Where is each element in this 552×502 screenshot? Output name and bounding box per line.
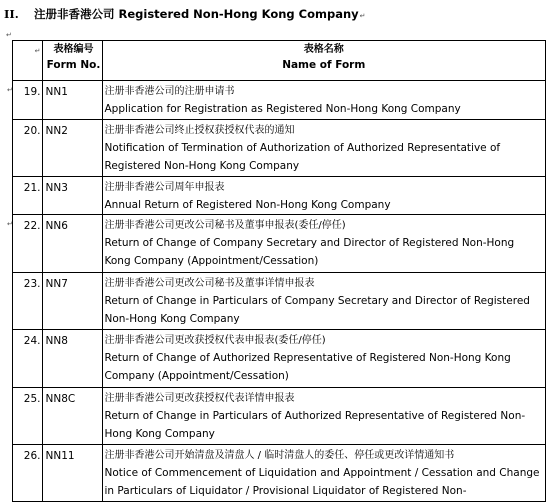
form-name-zh: 注册非香港公司周年申报表 bbox=[104, 181, 225, 193]
row-form-name bbox=[102, 388, 546, 445]
table-row bbox=[6, 120, 546, 177]
form-name-zh: 注册非香港公司更改获授权代表申报表(委任/停任) bbox=[104, 335, 326, 347]
paragraph-mark-icon: ↵ bbox=[6, 31, 12, 39]
form-name-zh: 注册非香港公司终止授权获授权代表的通知 bbox=[104, 125, 295, 136]
header-form-name-en: Name of Form bbox=[282, 59, 366, 71]
row-form-name bbox=[102, 215, 546, 273]
form-name-en: Notice of Commencement of Liquidation and Appointment / Cessation and Change in Particulars of Liquidator / Provisional Liquidator of Registered Non- bbox=[104, 467, 540, 498]
row-form-name bbox=[102, 330, 546, 388]
row-form-code: NN8C bbox=[42, 388, 102, 445]
header-form-no-zh: 表格编号 bbox=[53, 44, 94, 55]
form-name-zh: 注册非香港公司更改公司秘书及董事申报表(委任/停任) bbox=[104, 220, 346, 232]
row-form-name bbox=[102, 120, 546, 177]
row-index: 26. bbox=[12, 445, 42, 502]
row-form-code: NN7 bbox=[42, 273, 102, 330]
row-index: 22. bbox=[12, 215, 42, 273]
form-name-en: Application for Registration as Registered Non-Hong Kong Company bbox=[104, 103, 461, 115]
row-form-code: NN2 bbox=[42, 120, 102, 177]
row-form-name bbox=[102, 273, 546, 330]
paragraph-mark-icon: ↵ bbox=[359, 12, 366, 20]
table-row bbox=[6, 176, 546, 215]
form-name-en: Return of Change in Particulars of Company Secretary and Director of Registered Non-Hong Kong Company bbox=[104, 295, 530, 326]
form-name-en: Annual Return of Registered Non-Hong Kong Company bbox=[104, 198, 391, 211]
row-form-code: NN3 bbox=[42, 176, 102, 215]
table-row bbox=[6, 445, 546, 502]
table-row bbox=[6, 273, 546, 330]
row-form-code: NN8 bbox=[42, 330, 102, 388]
form-name-en: Return of Change of Authorized Representative of Registered Non-Hong Kong Company (Appointment/Cessation) bbox=[104, 352, 511, 383]
paragraph-mark-icon: ↵ bbox=[7, 219, 13, 228]
header-form-name-zh: 表格名称 bbox=[303, 44, 344, 55]
paragraph-mark-icon: ↵ bbox=[7, 85, 13, 94]
forms-table bbox=[6, 40, 546, 502]
row-index: 25. bbox=[12, 388, 42, 445]
row-form-code: NN1 bbox=[42, 81, 102, 120]
table-row bbox=[6, 81, 546, 120]
header-form-name bbox=[102, 41, 546, 81]
form-name-zh: 注册非香港公司的注册申请书 bbox=[104, 86, 235, 97]
row-index: 21. bbox=[12, 176, 42, 215]
section-heading bbox=[4, 6, 366, 22]
form-name-zh: 注册非香港公司更改公司秘书及董事详情申报表 bbox=[104, 278, 315, 290]
section-number: II. bbox=[4, 7, 19, 21]
form-name-en: Return of Change in Particulars of Authorized Representative of Registered Non- Hong Kong Company bbox=[104, 410, 526, 441]
paragraph-mark-icon: ↵ bbox=[34, 47, 41, 55]
form-name-en: Return of Change of Company Secretary and Director of Registered Non-Hong Kong Company (Appointment/Cessation) bbox=[104, 237, 515, 268]
row-form-name bbox=[102, 445, 546, 502]
row-form-name bbox=[102, 81, 546, 120]
row-form-name bbox=[102, 176, 546, 215]
header-form-no-en: Form No. bbox=[46, 59, 101, 71]
form-name-zh: 注册非香港公司更改获授权代表详情申报表 bbox=[104, 393, 295, 405]
table-header-row bbox=[6, 41, 546, 81]
row-index: 24. bbox=[12, 330, 42, 388]
header-form-no bbox=[42, 41, 102, 81]
row-form-code: NN6 bbox=[42, 215, 102, 273]
row-index: 19. bbox=[12, 81, 42, 120]
form-name-zh: 注册非香港公司开始清盘及清盘人 / 临时清盘人的委任、停任或更改详情通知书 bbox=[104, 450, 455, 462]
row-form-code: NN11 bbox=[42, 445, 102, 502]
table-row bbox=[6, 330, 546, 388]
header-index-cell bbox=[12, 41, 42, 81]
row-index: 20. bbox=[12, 120, 42, 177]
section-title: 注册非香港公司 Registered Non-Hong Kong Company bbox=[34, 7, 359, 21]
table-row bbox=[6, 388, 546, 445]
form-name-en: Notification of Termination of Authorization of Authorized Representative of Registered Non-Hong Kong Company bbox=[104, 142, 501, 172]
table-row bbox=[6, 215, 546, 273]
row-index: 23. bbox=[12, 273, 42, 330]
